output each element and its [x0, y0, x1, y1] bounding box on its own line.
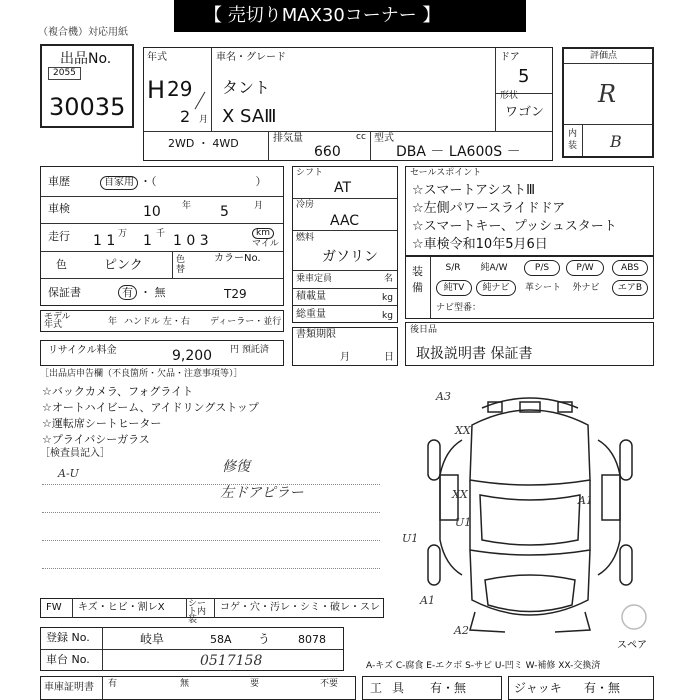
document-day: 日 — [384, 352, 394, 363]
model-value: DBA － LA600S － — [396, 144, 521, 160]
reg-class: 58A — [210, 633, 232, 646]
color-no-value: T29 — [224, 287, 247, 301]
equip-airbag: エアB — [612, 280, 648, 296]
name-label: 車名・グレード — [216, 52, 286, 63]
lot-label: 出品No. — [60, 51, 112, 67]
equipment-label: 装備 — [412, 265, 423, 294]
mileage-sen: 千 — [156, 229, 166, 239]
fw-text: キズ・ヒビ・割レX — [78, 602, 165, 613]
seat-label: シート内装 — [188, 599, 207, 625]
banner — [174, 0, 526, 32]
recycle-unit: 円 預託済 — [230, 345, 269, 355]
lot-number: 30035 — [49, 93, 126, 121]
equip-aw: 純A/W — [480, 263, 508, 273]
equip-ps: P/S — [524, 260, 560, 276]
equip-sr: S/R — [445, 263, 461, 273]
license-nashi: 無 — [180, 679, 190, 689]
partial-header: （複合機）対応用紙 — [38, 27, 128, 38]
shaken-year-unit: 年 — [182, 201, 192, 211]
inspector-note-3: 左ドアピラー — [220, 485, 304, 501]
note-2: ☆オートハイビーム、アイドリングストップ — [42, 401, 259, 414]
fuel-label: 燃料 — [296, 233, 315, 243]
notes-label: ［出品店申告欄（不良箇所・欠品・注意事項等）］ — [40, 369, 243, 379]
shift-label: シフト — [296, 168, 324, 178]
car-name: タント — [222, 78, 271, 97]
sales-item-4: ☆車検令和10年5月6日 — [412, 237, 548, 252]
drive-type: 2WD ・ 4WD — [168, 137, 239, 150]
mileage-label: 走行 — [48, 230, 70, 243]
equip-ext-navi: 外ナビ — [572, 283, 600, 293]
shift-value: AT — [334, 180, 352, 196]
color-no-label: カラーNo. — [214, 253, 261, 264]
car-grade: X SAⅢ — [222, 106, 277, 127]
km-label: km — [252, 228, 274, 239]
color-change-label: 色替 — [176, 255, 186, 275]
month-unit: 月 — [199, 115, 209, 125]
damage-mark-right-door: A1 — [578, 494, 593, 507]
color-label: 色 — [56, 258, 67, 271]
license-yo: 要 — [250, 679, 260, 689]
damage-mark-left-door: XX — [452, 488, 468, 501]
color-value: ピンク — [104, 258, 143, 273]
damage-mark-rear: A2 — [454, 624, 469, 637]
license-ari: 有 — [108, 679, 118, 689]
note-3: ☆運転席シートヒーター — [42, 417, 162, 430]
equip-abs: ABS — [612, 260, 648, 276]
chassis-label: 車台 No. — [46, 653, 90, 666]
damage-mark-hood: XX — [455, 424, 471, 437]
fw-label: FW — [46, 602, 62, 613]
door-value: 5 — [518, 66, 530, 87]
sales-label: セールスポイント — [410, 168, 482, 178]
reki-label: 車歴 — [48, 175, 70, 188]
mile-label: マイル — [252, 239, 279, 249]
sales-item-1: ☆スマートアシストⅢ — [412, 183, 536, 198]
car-damage-diagram — [400, 380, 660, 655]
model-change-label: モデル年式 — [44, 312, 71, 330]
mileage-man: 万 — [118, 229, 128, 239]
seat-text: コゲ・穴・汚レ・シミ・破レ・スレ — [220, 602, 380, 613]
equip-navi: 純ナビ — [476, 280, 516, 296]
sales-item-2: ☆左側パワースライドドア — [412, 201, 566, 216]
score-value: R — [598, 80, 617, 108]
reg-number: 8078 — [298, 633, 326, 646]
cc-label: 排気量 — [273, 133, 303, 144]
cc-value: 660 — [314, 144, 341, 160]
door-label: ドア — [500, 52, 520, 63]
recycle-label: リサイクル料金 — [48, 345, 117, 356]
spare-label: スペア — [617, 640, 647, 651]
license-fuyo: 不要 — [320, 679, 339, 689]
document-label: 書類期限 — [296, 329, 336, 340]
equip-pw: P/W — [566, 260, 604, 276]
model-change-year: 年 — [108, 317, 118, 327]
note-4: ☆プライバシーガラス — [42, 433, 150, 446]
license-label: 車庫証明書 — [44, 682, 94, 693]
inspector-label: ［検査員記入］ — [40, 448, 110, 459]
shape-value: ワゴン — [505, 105, 545, 120]
note-1: ☆バックカメラ、フォグライト — [42, 385, 194, 398]
interior-value: B — [610, 132, 622, 151]
handle: ハンドル 左・右 — [124, 317, 190, 327]
interior-label: 内装 — [568, 129, 578, 151]
shaken-year: 10 — [143, 204, 161, 220]
lot-small: 2055 — [48, 67, 81, 80]
inspector-note-1: A-U — [58, 467, 79, 480]
damage-legend: A-キズ C-腐食 E-エクボ S-サビ U-凹ミ W-補修 XX-交換済 — [366, 661, 601, 671]
dealer: ディーラー・並行 — [210, 317, 282, 327]
cc-unit: cc — [356, 132, 366, 142]
load-unit: kg — [382, 293, 393, 303]
navi-model: ナビ型番： — [436, 303, 482, 313]
month-value: 2 — [180, 107, 191, 126]
mileage-2: 1 — [143, 233, 152, 249]
reg-kana: う — [258, 632, 271, 646]
document-month: 月 — [340, 352, 350, 363]
spare-tire-icon — [622, 605, 646, 629]
later-label: 後日品 — [410, 325, 438, 335]
year-era: H — [147, 76, 166, 104]
gross-unit: kg — [382, 311, 393, 321]
damage-mark-left-quarter: U1 — [455, 516, 472, 529]
warranty-ari: 有 — [118, 285, 137, 300]
reg-city: 岐阜 — [140, 632, 165, 646]
recycle-amount: 9,200 — [172, 348, 213, 364]
year-label: 年式 — [147, 52, 167, 63]
load-label: 積載量 — [296, 291, 326, 302]
capacity-label: 乗車定員 — [296, 274, 333, 284]
damage-mark-left-side: U1 — [402, 532, 419, 545]
jack-label: ジャッキ — [514, 681, 562, 695]
reki-paren: ・（ ） — [140, 175, 267, 188]
tools-label: 工具 — [370, 681, 415, 695]
banner-text: 【 売切りMAX30コーナー 】 — [204, 5, 441, 26]
equip-tv: 純TV — [436, 280, 472, 296]
tools-value: 有・無 — [430, 681, 467, 695]
gross-label: 総重量 — [296, 309, 326, 320]
damage-mark-front: A3 — [436, 390, 451, 403]
shaken-month: 5 — [220, 204, 229, 220]
shaken-label: 車検 — [48, 202, 70, 215]
ac-label: 冷房 — [296, 200, 315, 210]
ac-value: AAC — [330, 213, 360, 229]
chassis-number: 0517158 — [200, 653, 263, 669]
warranty-label: 保証書 — [48, 286, 81, 299]
score-label: 評価点 — [590, 51, 618, 61]
fuel-value: ガソリン — [322, 249, 378, 265]
mileage-1: 1 1 — [93, 233, 116, 249]
inspector-note-2: 修復 — [222, 459, 250, 475]
equip-leather: 革シート — [524, 283, 561, 293]
mileage-3: 1 0 3 — [173, 233, 209, 249]
shape-label: 形状 — [500, 91, 519, 101]
year-value: 29 — [167, 77, 193, 101]
model-label: 型式 — [374, 133, 394, 144]
shaken-month-unit: 月 — [254, 201, 264, 211]
reki-value: 自家用 — [100, 176, 138, 190]
damage-mark-rear-left: A1 — [420, 594, 435, 607]
reg-label: 登録 No. — [46, 631, 90, 644]
sales-item-3: ☆スマートキー、プッシュスタート — [412, 219, 617, 234]
warranty-nashi: ・ 無 — [140, 286, 166, 299]
later-value: 取扱説明書 保証書 — [416, 346, 533, 362]
jack-value: 有・無 — [584, 681, 621, 695]
capacity-unit: 名 — [384, 274, 394, 284]
